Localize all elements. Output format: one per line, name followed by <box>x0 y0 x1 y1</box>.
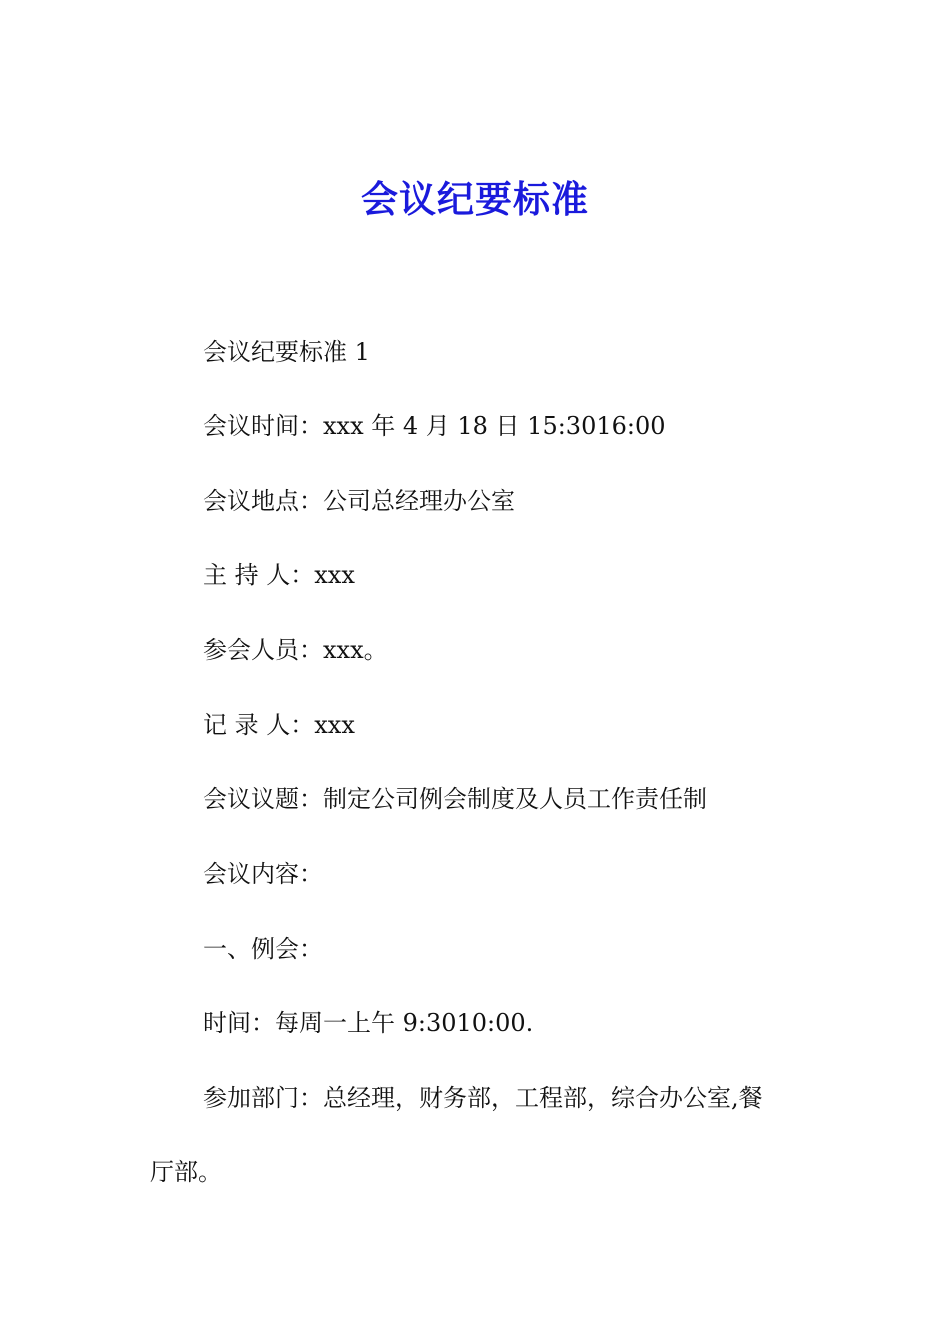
recorder-line: 记 录 人：xxx <box>203 711 355 739</box>
regular-meeting-heading: 一、例会： <box>203 935 323 963</box>
departments-line: 参加部门：总经理，财务部，工程部，综合办公室,餐 <box>203 1084 763 1112</box>
document-title: 会议纪要标准 <box>361 178 589 221</box>
meeting-topic-line: 会议议题：制定公司例会制度及人员工作责任制 <box>203 785 707 813</box>
host-line: 主 持 人：xxx <box>203 561 355 589</box>
attendees-line: 参会人员：xxx。 <box>203 636 388 664</box>
meeting-content-heading: 会议内容： <box>203 860 323 888</box>
regular-meeting-time-line: 时间：每周一上午 9:3010:00. <box>203 1009 534 1037</box>
departments-line-continued: 厅部。 <box>150 1158 222 1186</box>
section-heading: 会议纪要标准 1 <box>203 338 370 366</box>
meeting-location-line: 会议地点：公司总经理办公室 <box>203 487 515 515</box>
meeting-time-line: 会议时间：xxx 年 4 月 18 日 15:3016:00 <box>203 412 666 440</box>
